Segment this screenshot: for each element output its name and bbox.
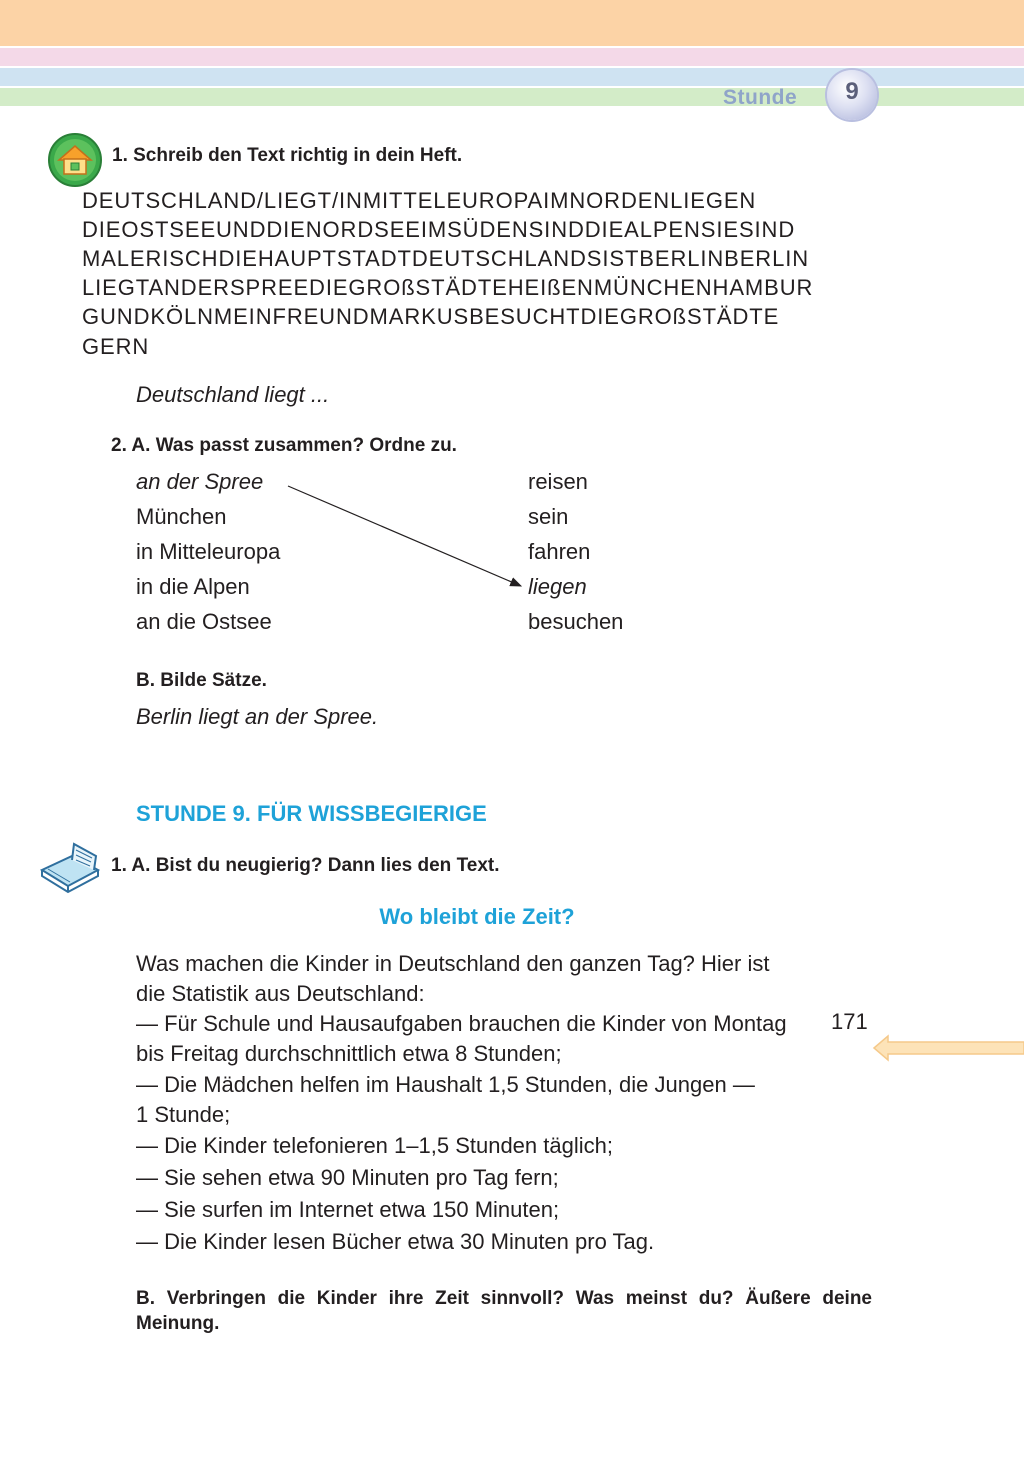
section-title: STUNDE 9. FÜR WISSBEGIERIGE: [136, 801, 487, 826]
page-arrow-icon: [872, 1034, 1024, 1062]
task2-heading: 2. A. Was passt zusammen? Ordne zu.: [111, 435, 457, 456]
task3-heading: 1. A. Bist du neugierig? Dann lies den Text.: [111, 855, 500, 876]
text-line-10: — Die Kinder lesen Bücher etwa 30 Minuten pro Tag.: [136, 1229, 655, 1254]
task1-example: Deutschland liegt ...: [136, 382, 330, 407]
task2b-example: Berlin liegt an der Spree.: [136, 704, 379, 729]
lesson-label: Stunde: [723, 86, 798, 109]
letter-line-4: LIEGTANDERSPREEDIEGROßSTÄDTEHEIßENMÜNCHENHAMBUR: [82, 275, 814, 300]
right-item-4: liegen: [528, 574, 587, 599]
left-item-5: an die Ostsee: [136, 609, 272, 634]
text-line-7: — Die Kinder telefonieren 1–1,5 Stunden täglich;: [136, 1133, 613, 1158]
text-line-8: — Sie sehen etwa 90 Minuten pro Tag fern;: [136, 1165, 559, 1190]
letter-line-6: GERN: [82, 334, 150, 359]
open-book-icon: [38, 840, 102, 896]
text-line-3: — Für Schule und Hausaufgaben brauchen die Kinder von Montag: [136, 1011, 787, 1036]
letter-line-5: GUNDKÖLNMEINFREUNDMARKUSBESUCHTDIEGROßSTÄDTE: [82, 304, 780, 329]
left-item-2: München: [136, 504, 227, 529]
left-item-4: in die Alpen: [136, 574, 250, 599]
letter-line-1: DEUTSCHLAND/LIEGT/INMITTELEUROPAIMNORDENLIEGEN: [82, 188, 757, 213]
page-number: 171: [831, 1009, 868, 1034]
text-line-2: die Statistik aus Deutschland:: [136, 981, 425, 1006]
text-line-1: Was machen die Kinder in Deutschland den ganzen Tag? Hier ist: [136, 951, 770, 976]
right-item-2: sein: [528, 504, 569, 529]
reading-title: Wo bleibt die Zeit?: [379, 904, 575, 929]
right-item-1: reisen: [528, 469, 588, 494]
text-line-4: bis Freitag durchschnittlich etwa 8 Stunden;: [136, 1041, 562, 1066]
text-line-6: 1 Stunde;: [136, 1102, 231, 1127]
task2b-heading: B. Bilde Sätze.: [136, 670, 267, 691]
match-arrow: [0, 0, 1024, 700]
right-item-5: besuchen: [528, 609, 624, 634]
task3b-question: B. Verbringen die Kinder ihre Zeit sinnvoll? Was meinst du? Äußere deine Meinung.: [136, 1288, 872, 1334]
letter-line-3: MALERISCHDIEHAUPTSTADTDEUTSCHLANDSISTBERLINBERLIN: [82, 246, 810, 271]
lesson-number: 9: [845, 78, 859, 105]
left-item-1: an der Spree: [136, 469, 264, 494]
right-item-3: fahren: [528, 539, 591, 564]
task1-heading: 1. Schreib den Text richtig in dein Heft.: [112, 145, 463, 166]
letter-line-2: DIEOSTSEEUNDDIENORDSEEIMSÜDENSINDDIEALPENSIESIND: [82, 217, 796, 242]
left-item-3: in Mitteleuropa: [136, 539, 281, 564]
text-line-5: — Die Mädchen helfen im Haushalt 1,5 Stunden, die Jungen —: [136, 1072, 755, 1097]
text-line-9: — Sie surfen im Internet etwa 150 Minuten;: [136, 1197, 560, 1222]
